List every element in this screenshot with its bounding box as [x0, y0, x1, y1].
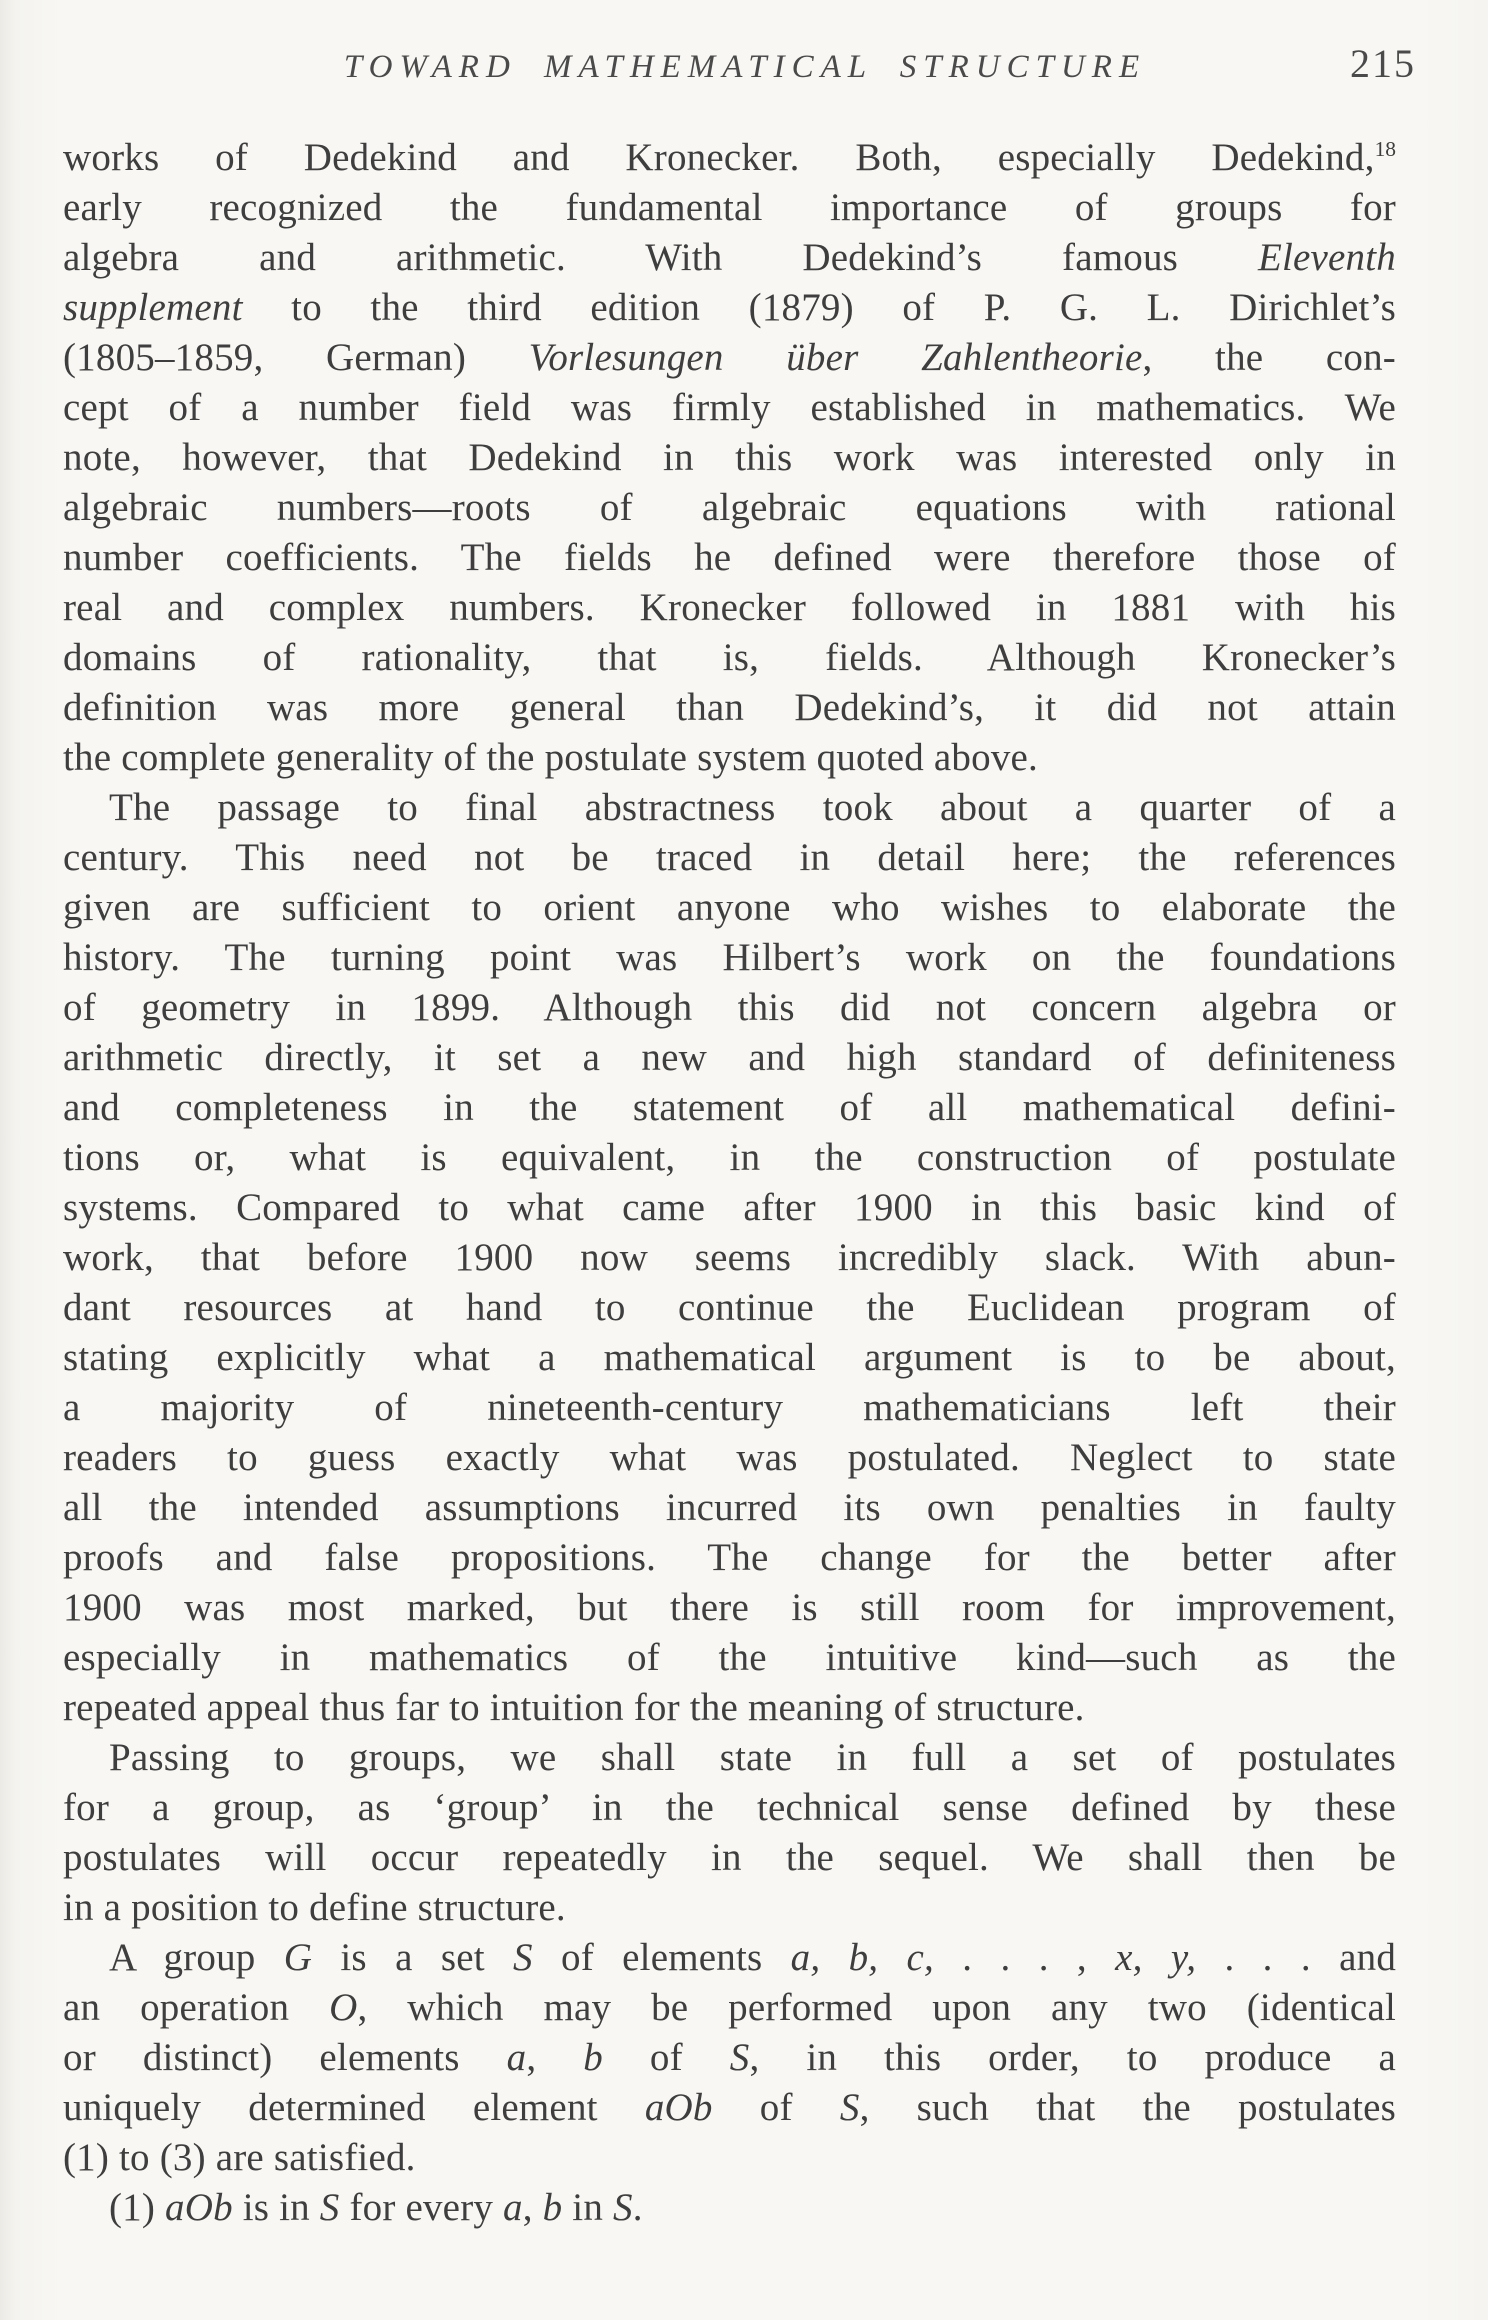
text-line: [63, 733, 1396, 783]
text-line: [63, 1333, 1396, 1383]
text-line: [63, 2183, 1396, 2233]
text-segment: a, b, c,: [790, 1936, 934, 1979]
text-segment: or distinct) elements: [63, 2036, 507, 2079]
text-segment: (1805–1859, German): [63, 336, 529, 379]
paragraph: [63, 783, 1396, 1733]
text-segment: tions or, what is equivalent, in the construction of postulate: [63, 1136, 1396, 1179]
text-segment: of: [712, 2086, 840, 2129]
text-line: [63, 333, 1396, 383]
text-line: [63, 233, 1396, 283]
running-title: TOWARD MATHEMATICAL STRUCTURE: [343, 49, 1147, 85]
text-segment: repeated appeal thus far to intuition for the meaning of structure.: [63, 1686, 1085, 1729]
text-segment: note, however, that Dedekind in this work was interested only in: [63, 436, 1396, 479]
text-line: [63, 1833, 1396, 1883]
text-line: [63, 1283, 1396, 1333]
text-segment: early recognized the fundamental importance of groups for: [63, 186, 1396, 229]
text-segment: work, that before 1900 now seems incredibly slack. With abun-: [63, 1236, 1396, 1279]
text-segment: given are sufficient to orient anyone who wishes to elaborate the: [63, 886, 1396, 929]
text-segment: . . . ,: [933, 1936, 1116, 1979]
text-segment: cept of a number field was firmly established in mathematics. We: [63, 386, 1396, 429]
text-line: [63, 1883, 1396, 1933]
text-segment: (1): [109, 2186, 166, 2229]
text-line: [63, 633, 1396, 683]
text-line: [63, 683, 1396, 733]
text-line: [63, 533, 1396, 583]
text-segment: S: [513, 1936, 533, 1979]
text-segment: x, y,: [1115, 1936, 1197, 1979]
text-segment: , which may be performed upon any two (identical: [357, 1986, 1396, 2029]
text-segment: a: [506, 2036, 527, 2079]
text-line: [63, 1483, 1396, 1533]
text-segment: especially in mathematics of the intuitive kind—such as the: [63, 1636, 1396, 1679]
text-line: [63, 483, 1396, 533]
text-segment: Passing to groups, we shall state in full a set of postulates: [109, 1736, 1396, 1779]
text-segment: A group: [109, 1936, 284, 1979]
text-line: [63, 433, 1396, 483]
text-line: [63, 583, 1396, 633]
text-line: [63, 1633, 1396, 1683]
text-segment: dant resources at hand to continue the Euclidean program of: [63, 1286, 1396, 1329]
text-segment: aOb: [165, 2186, 233, 2229]
text-segment: Vorlesungen über Zahlentheorie: [528, 336, 1143, 379]
text-segment: is a set: [312, 1936, 514, 1979]
text-segment: in: [562, 2186, 613, 2229]
text-line: [63, 2033, 1396, 2083]
text-segment: algebra and arithmetic. With Dedekind’s famous: [63, 236, 1258, 279]
text-segment: S: [839, 2086, 860, 2129]
text-line: [63, 1383, 1396, 1433]
text-segment: S: [613, 2186, 633, 2229]
text-line: [63, 1433, 1396, 1483]
text-segment: and completeness in the statement of all mathematical defini-: [63, 1086, 1396, 1129]
text-segment: the complete generality of the postulate system quoted above.: [63, 736, 1038, 779]
text-segment: G: [283, 1936, 313, 1979]
text-segment: century. This need not be traced in detail here; the references: [63, 836, 1396, 879]
text-segment: . . . and: [1196, 1936, 1397, 1979]
text-segment: works of Dedekind and Kronecker. Both, especially Dedekind,: [63, 136, 1375, 179]
text-segment: real and complex numbers. Kronecker followed in 1881 with his: [63, 586, 1396, 629]
text-line: [63, 783, 1396, 833]
text-segment: readers to guess exactly what was postulated. Neglect to state: [63, 1436, 1396, 1479]
page-number: 215: [1350, 41, 1416, 86]
text-segment: all the intended assumptions incurred its own penalties in faulty: [63, 1486, 1396, 1529]
text-segment: to the third edition (1879) of P. G. L. Dirichlet’s: [242, 286, 1396, 329]
text-segment: of geometry in 1899. Although this did not concern algebra or: [63, 986, 1396, 1029]
text-segment: S: [729, 2036, 750, 2079]
text-line: [63, 2083, 1396, 2133]
text-line: [63, 383, 1396, 433]
text-line: [63, 1733, 1396, 1783]
text-line: [63, 1933, 1396, 1983]
text-line: [63, 933, 1396, 983]
paragraph: [63, 1733, 1396, 1933]
paragraph: [63, 133, 1396, 783]
text-segment: of: [602, 2036, 730, 2079]
text-line: [63, 1183, 1396, 1233]
text-line: [63, 1583, 1396, 1633]
text-line: [63, 1783, 1396, 1833]
text-segment: aOb: [644, 2086, 713, 2129]
text-line: [63, 1683, 1396, 1733]
text-line: [63, 883, 1396, 933]
text-segment: O: [329, 1986, 358, 2029]
text-line: [63, 133, 1396, 183]
text-segment: , such that the postulates: [859, 2086, 1396, 2129]
text-segment: ,: [526, 2036, 584, 2079]
text-line: [63, 183, 1396, 233]
text-segment: algebraic numbers—roots of algebraic equations with rational: [63, 486, 1396, 529]
text-segment: uniquely determined element: [63, 2086, 645, 2129]
text-segment: , the con-: [1142, 336, 1396, 379]
text-line: [63, 1133, 1396, 1183]
text-line: [63, 283, 1396, 333]
page-body: [0, 133, 1488, 2233]
paragraph: [63, 2183, 1396, 2233]
text-segment: a: [503, 2186, 523, 2229]
text-segment: an operation: [63, 1986, 330, 2029]
text-line: [63, 1983, 1396, 2033]
text-segment: of elements: [532, 1936, 791, 1979]
text-segment: definition was more general than Dedekind’s, it did not attain: [63, 686, 1396, 729]
text-segment: The passage to final abstractness took about a quarter of a: [109, 786, 1396, 829]
text-segment: stating explicitly what a mathematical argument is to be about,: [63, 1336, 1396, 1379]
text-segment: proofs and false propositions. The change for the better after: [63, 1536, 1396, 1579]
footnote-marker: 18: [1374, 137, 1396, 161]
text-segment: , in this order, to produce a: [749, 2036, 1396, 2079]
text-segment: domains of rationality, that is, fields. Although Kronecker’s: [63, 636, 1396, 679]
text-segment: .: [632, 2186, 643, 2229]
text-line: [63, 1233, 1396, 1283]
text-segment: number coefficients. The fields he defined were therefore those of: [63, 536, 1396, 579]
text-segment: 1900 was most marked, but there is still room for improvement,: [63, 1586, 1396, 1629]
text-segment: systems. Compared to what came after 1900 in this basic kind of: [63, 1186, 1396, 1229]
text-segment: in a position to define structure.: [63, 1886, 566, 1929]
text-segment: is in: [232, 2186, 320, 2229]
text-segment: for every: [339, 2186, 504, 2229]
paragraph: [63, 1933, 1396, 2183]
text-segment: (1) to (3) are satisfied.: [63, 2136, 416, 2179]
text-segment: supplement: [63, 286, 243, 329]
text-segment: for a group, as ‘group’ in the technical sense defined by these: [63, 1786, 1396, 1829]
text-segment: b: [542, 2186, 563, 2229]
text-line: [63, 1083, 1396, 1133]
text-line: [63, 1533, 1396, 1583]
text-segment: Eleventh: [1257, 236, 1396, 279]
text-segment: postulates will occur repeatedly in the sequel. We shall then be: [63, 1836, 1396, 1879]
text-line: [63, 1033, 1396, 1083]
page-header: [0, 0, 1488, 87]
text-line: [63, 2133, 1396, 2183]
text-segment: b: [583, 2036, 603, 2079]
text-line: [63, 983, 1396, 1033]
text-segment: arithmetic directly, it set a new and high standard of definiteness: [63, 1036, 1396, 1079]
text-line: [63, 833, 1396, 883]
text-segment: S: [319, 2186, 340, 2229]
text-segment: a majority of nineteenth-century mathematicians left their: [63, 1386, 1396, 1429]
text-segment: ,: [522, 2186, 543, 2229]
text-segment: history. The turning point was Hilbert’s work on the foundations: [63, 936, 1396, 979]
